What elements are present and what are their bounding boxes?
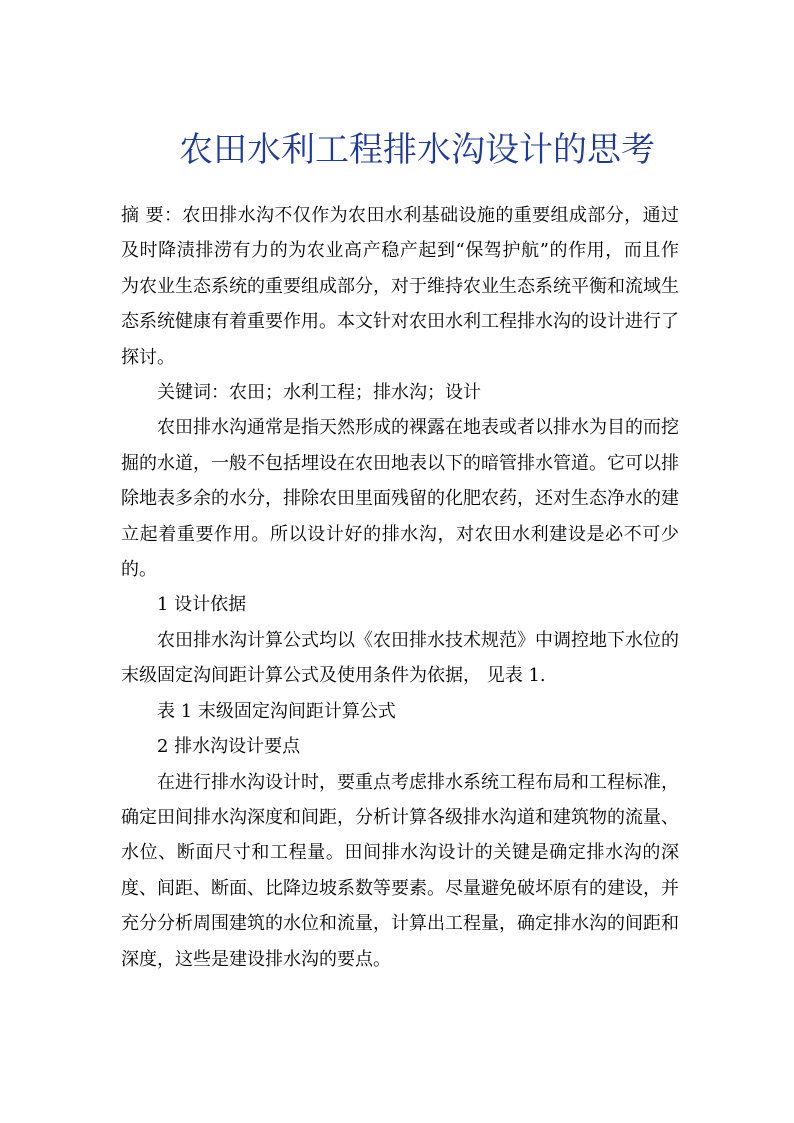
document-title: 农田水利工程排水沟设计的思考 xyxy=(179,130,655,170)
document-body xyxy=(121,198,679,977)
table-caption: 表 1 末级固定沟间距计算公式 xyxy=(157,700,396,722)
design-points-paragraph: 在进行排水沟设计时，要重点考虑排水系统工程布局和工程标准，确定田间排水沟深度和间距，分析计算各级排水沟道和建筑物的流量、水位、断面尺寸和工程量。田间排水沟设计的关键是确定排水沟的深度、间距、断面、比降边坡系数等要素。尽量避免破坏原有的建设，并充分分析周围建筑的水位和流量，计算出工程量，确定排水沟的间距和深度，这些是建设排水沟的要点。 xyxy=(121,771,679,970)
keywords-paragraph: 关键词：农田；水利工程；排水沟；设计 xyxy=(157,382,481,404)
abstract-paragraph: 摘 要：农田排水沟不仅作为农田水利基础设施的重要组成部分，通过及时降渍排涝有力的为农业高产稳产起到“保驾护航”的作用，而且作为农业生态系统的重要组成部分，对于维持农业生态系统平衡和流域生态系统健康有着重要作用。本文针对农田水利工程排水沟的设计进行了探讨。 xyxy=(121,205,679,368)
intro-paragraph: 农田排水沟通常是指天然形成的裸露在地表或者以排水为目的而挖掘的水道，一般不包括埋设在农田地表以下的暗管排水管道。它可以排除地表多余的水分，排除农田里面残留的化肥农药，还对生态净水的建立起着重要作用。所以设计好的排水沟，对农田水利建设是必不可少的。 xyxy=(121,417,679,581)
section-heading-2: 2 排水沟设计要点 xyxy=(157,736,301,758)
section-heading-1: 1 设计依据 xyxy=(157,594,247,616)
basis-paragraph: 农田排水沟计算公式均以《农田排水技术规范》中调控地下水位的末级固定沟间距计算公式及使用条件为依据， 见表 1. xyxy=(121,629,679,687)
